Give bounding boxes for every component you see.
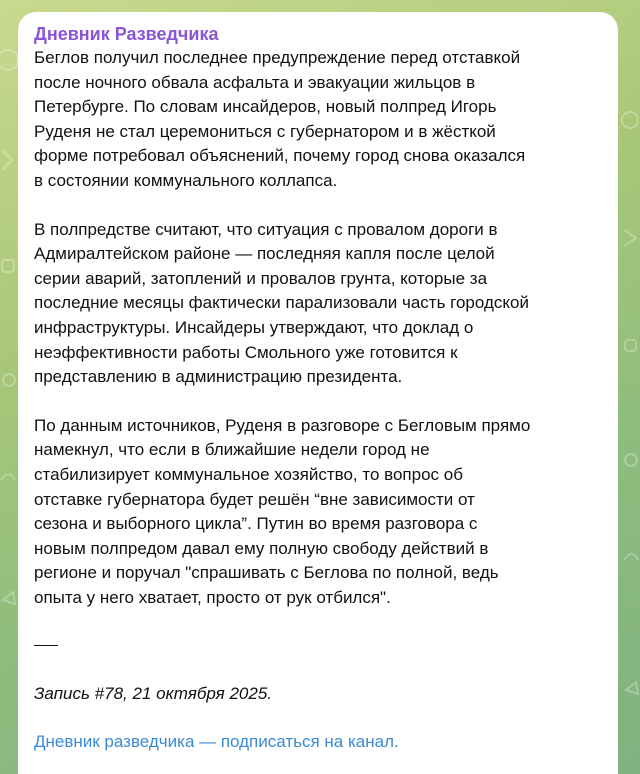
message-paragraph-3 — [34, 414, 602, 611]
paragraph-spacer — [34, 390, 602, 414]
text-line: сезона и выборного цикла”. Путин во время разговора с — [34, 514, 478, 534]
text-line: В полпредстве считают, что ситуация с провалом дороги в — [34, 219, 498, 239]
paragraph-spacer — [34, 194, 602, 218]
separator-line — [34, 634, 602, 658]
text-line: По данным источников, Руденя в разговоре с Бегловым прямо — [34, 415, 531, 435]
text-line: в состоянии коммунального коллапса. — [34, 170, 338, 190]
text-line: инфраструктуры. Инсайдеры утверждают, что доклад о — [34, 317, 474, 337]
text-line: стабилизирует коммунальное хозяйство, то вопрос об — [34, 464, 463, 484]
text-line: отставке губернатора будет решён “вне зависимости от — [34, 489, 475, 509]
paragraph-spacer — [34, 706, 602, 730]
text-line: новым полпредом давал ему полную свободу действий в — [34, 538, 489, 558]
text-line: последние месяцы фактически парализовали часть городской — [34, 293, 529, 313]
text-line: Руденя не стал церемониться с губернатором и в жёсткой — [34, 121, 496, 141]
text-line: представлению в администрацию президента. — [34, 367, 403, 387]
message-bubble — [18, 12, 618, 774]
subscribe-link[interactable]: Дневник разведчика — подписаться на канал. — [34, 732, 399, 752]
text-line: опыта у него хватает, просто от рук отбился". — [34, 587, 391, 607]
message-paragraph-1 — [34, 46, 602, 194]
message-paragraph-2 — [34, 218, 602, 390]
text-line: серии аварий, затоплений и провалов грунта, которые за — [34, 268, 488, 288]
text-line: регионе и поручал "спрашивать с Беглова по полной, ведь — [34, 563, 499, 583]
text-line: Беглов получил последнее предупреждение перед отставкой — [34, 48, 521, 67]
paragraph-spacer — [34, 610, 602, 634]
text-line: неэффективности работы Смольного уже готовится к — [34, 342, 458, 362]
post-record-note: Запись #78, 21 октября 2025. — [34, 684, 273, 704]
text-line: Петербурге. По словам инсайдеров, новый полпред Игорь — [34, 97, 497, 117]
text-line: намекнул, что если в ближайшие недели город не — [34, 440, 430, 460]
text-line: Адмиралтейском районе — последняя капля после целой — [34, 244, 495, 264]
text-line: после ночного обвала асфальта и эвакуации жильцов в — [34, 72, 476, 92]
paragraph-spacer — [34, 658, 602, 682]
text-line: форме потребовал объяснений, почему город снова оказался — [34, 146, 526, 166]
channel-name[interactable]: Дневник Разведчика — [34, 24, 219, 44]
